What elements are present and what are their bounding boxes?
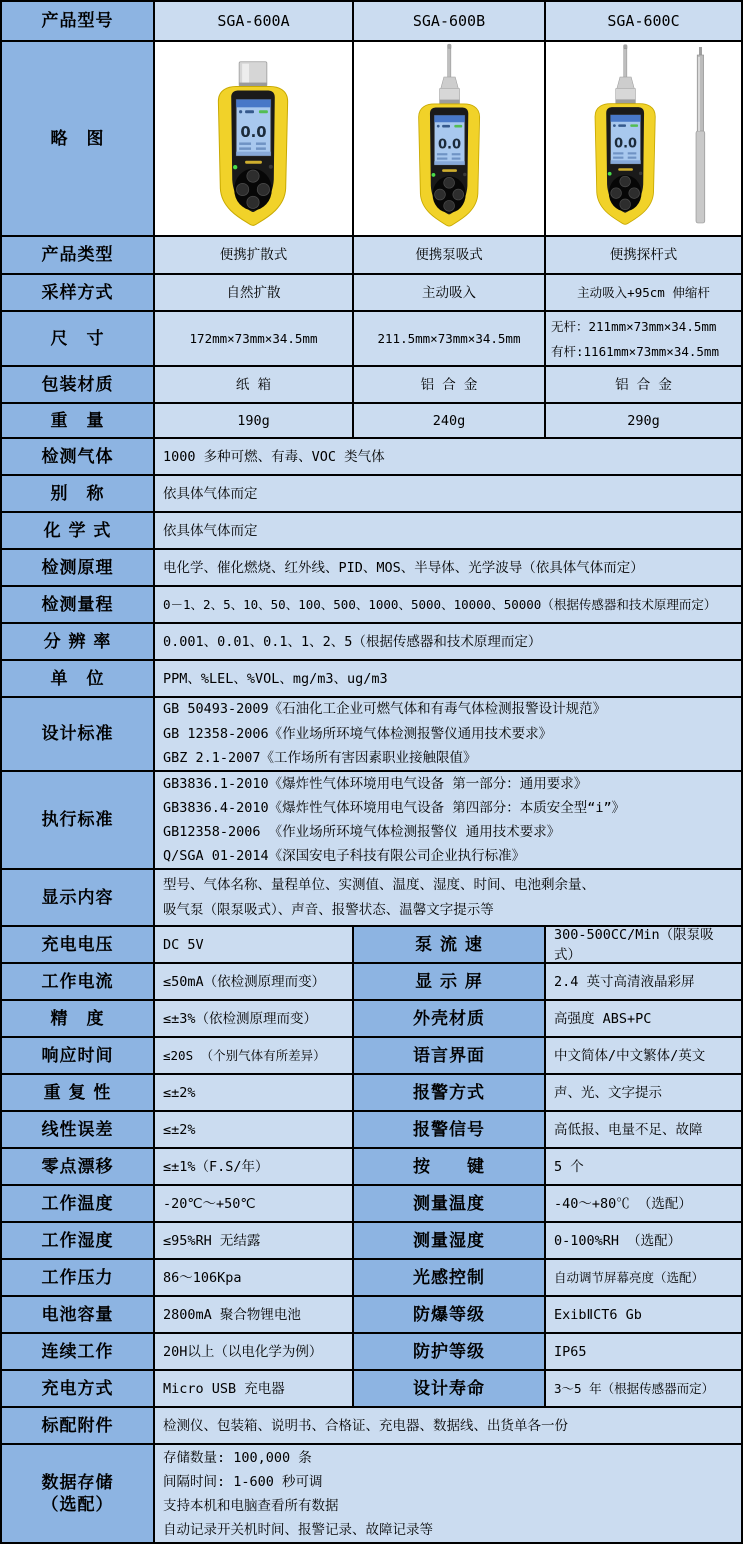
spec-value: ≤±1%（F.S/年）: [155, 1149, 354, 1186]
spec-label: 标配附件: [2, 1408, 155, 1445]
sampling-method-row: [2, 275, 743, 312]
spec-value: 240g: [354, 404, 546, 439]
spec-value: 1000 多种可燃、有毒、VOC 类气体: [155, 439, 743, 476]
spec-label: 显 示 屏: [354, 964, 546, 1001]
storage-line: 支持本机和电脑查看所有数据: [163, 1497, 339, 1514]
spec-label: 化 学 式: [2, 513, 155, 550]
spec-label: 防护等级: [354, 1334, 546, 1371]
spec-label: 测量温度: [354, 1186, 546, 1223]
spec-value: 211.5mm×73mm×34.5mm: [354, 312, 546, 367]
spec-value: 纸 箱: [155, 367, 354, 404]
standard-line: GB3836.1-2010《爆炸性气体环境用电气设备 第一部分：通用要求》: [163, 776, 588, 792]
device-image-sga-600a: [155, 42, 354, 237]
detect-gas-row: [2, 439, 743, 476]
spec-label: 响应时间: [2, 1038, 155, 1075]
spec-value: 190g: [155, 404, 354, 439]
spec-value: 86～106Kpa: [155, 1260, 354, 1297]
storage-label-line: 数据存储: [41, 1472, 114, 1493]
spec-label: 报警方式: [354, 1075, 546, 1112]
execution-standard-row: [2, 772, 743, 870]
spec-pair-row: [2, 1260, 743, 1297]
display-content-row: [2, 870, 743, 927]
spec-label: 按 键: [354, 1149, 546, 1186]
spec-pair-row: [2, 1149, 743, 1186]
detect-principle-row: [2, 550, 743, 587]
standard-line: GBZ 2.1-2007《工作场所有害因素职业接触限值》: [163, 750, 477, 767]
spec-value: -20℃～+50℃: [155, 1186, 354, 1223]
spec-label: 连续工作: [2, 1334, 155, 1371]
detector-body: [419, 104, 480, 226]
standard-line: GB12358-2006 《作业场所环境气体检测报警仪 通用技术要求》: [163, 824, 561, 840]
spec-value: 300-500CC/Min（限泵吸式）: [546, 927, 743, 964]
spec-value: [546, 312, 743, 367]
product-type-row: [2, 237, 743, 275]
spec-label: 设计标准: [2, 698, 155, 772]
model-name-b: SGA-600B: [354, 2, 546, 42]
spec-label: 测量湿度: [354, 1223, 546, 1260]
spec-label: 充电电压: [2, 927, 155, 964]
spec-value: [155, 772, 743, 870]
spec-value: 20H以上（以电化学为例）: [155, 1334, 354, 1371]
spec-label: 尺 寸: [2, 312, 155, 367]
dims-with-rod: 有杆:1161mm×73mm×34.5mm: [551, 343, 719, 359]
sampling-probe: [440, 44, 460, 104]
spec-value: 电化学、催化燃烧、红外线、PID、MOS、半导体、光学波导（依具体气体而定）: [155, 550, 743, 587]
spec-label: 重 量: [2, 404, 155, 439]
spec-label: 防爆等级: [354, 1297, 546, 1334]
spec-label: 泵 流 速: [354, 927, 546, 964]
storage-label-line: （选配）: [41, 1494, 114, 1515]
display-line: 吸气泵（限泵吸式）、声音、报警状态、温馨文字提示等: [163, 901, 494, 918]
dimensions-row: [2, 312, 743, 367]
sketch-row: [2, 42, 743, 237]
storage-line: 间隔时间: 1-600 秒可调: [163, 1473, 323, 1490]
spec-pair-row: [2, 1223, 743, 1260]
spec-label: 线性误差: [2, 1112, 155, 1149]
spec-value: 高低报、电量不足、故障: [546, 1112, 743, 1149]
spec-pair-row: [2, 1297, 743, 1334]
spec-label: 报警信号: [354, 1112, 546, 1149]
spec-value: Micro USB 充电器: [155, 1371, 354, 1408]
spec-label: [2, 1445, 155, 1544]
weight-row: [2, 404, 743, 439]
design-standard-row: [2, 698, 743, 772]
spec-label: 单 位: [2, 661, 155, 698]
spec-label: 工作温度: [2, 1186, 155, 1223]
spec-pair-row: [2, 1371, 743, 1408]
spec-pair-row: [2, 1112, 743, 1149]
spec-value: 0－1、2、5、10、50、100、500、1000、5000、10000、50000（根据传感器和技术原理而定）: [155, 587, 743, 624]
spec-label: 工作电流: [2, 964, 155, 1001]
spec-pair-row: [2, 1334, 743, 1371]
spec-value: 铝 合 金: [354, 367, 546, 404]
standard-line: GB 50493-2009《石油化工企业可燃气体和有毒气体检测报警设计规范》: [163, 701, 607, 718]
spec-value: 便携探杆式: [546, 237, 743, 275]
spec-value: 0.001、0.01、0.1、1、2、5（根据传感器和技术原理而定）: [155, 624, 743, 661]
spec-value: ≤±3%（依检测原理而变）: [155, 1001, 354, 1038]
header-label: 产品型号: [2, 2, 155, 42]
spec-value: IP65: [546, 1334, 743, 1371]
spec-value: ≤95%RH 无结露: [155, 1223, 354, 1260]
dims-without-rod: 无杆：211mm×73mm×34.5mm: [551, 318, 717, 334]
spec-label: 精 度: [2, 1001, 155, 1038]
spec-value: 依具体气体而定: [155, 476, 743, 513]
data-storage-row: [2, 1445, 743, 1544]
spec-value: DC 5V: [155, 927, 354, 964]
spec-label: 显示内容: [2, 870, 155, 927]
spec-value: 0-100%RH （选配）: [546, 1223, 743, 1260]
spec-value: 中文简体/中文繁体/英文: [546, 1038, 743, 1075]
spec-label: 光感控制: [354, 1260, 546, 1297]
spec-value: PPM、%LEL、%VOL、mg/m3、ug/m3: [155, 661, 743, 698]
spec-value: [155, 698, 743, 772]
model-name-c: SGA-600C: [546, 2, 743, 42]
spec-label: 工作湿度: [2, 1223, 155, 1260]
spec-value: 主动吸入: [354, 275, 546, 312]
spec-value: 2.4 英寸高清液晶彩屏: [546, 964, 743, 1001]
chemical-formula-row: [2, 513, 743, 550]
spec-value: 主动吸入+95cm 伸缩杆: [546, 275, 743, 312]
detect-range-row: [2, 587, 743, 624]
header-row: [2, 2, 743, 42]
standard-line: GB3836.4-2010《爆炸性气体环境用电气设备 第四部分：本质安全型“i”》: [163, 800, 626, 816]
spec-label: 包装材质: [2, 367, 155, 404]
spec-pair-row: [2, 927, 743, 964]
spec-value: 290g: [546, 404, 743, 439]
spec-label: 别 称: [2, 476, 155, 513]
device-image-sga-600c: [546, 42, 743, 237]
sketch-label: 略 图: [2, 42, 155, 237]
resolution-row: [2, 624, 743, 661]
spec-value: 自然扩散: [155, 275, 354, 312]
spec-label: 语言界面: [354, 1038, 546, 1075]
spec-value: 检测仪、包装箱、说明书、合格证、充电器、数据线、出货单各一份: [155, 1408, 743, 1445]
spec-value: [155, 1445, 743, 1544]
spec-value: 自动调节屏幕亮度（选配）: [546, 1260, 743, 1297]
spec-label: 产品类型: [2, 237, 155, 275]
spec-value: 便携泵吸式: [354, 237, 546, 275]
spec-value: 3～5 年（根据传感器而定）: [546, 1371, 743, 1408]
detector-body: [218, 87, 287, 226]
spec-label: 工作压力: [2, 1260, 155, 1297]
sampling-probe: [616, 44, 636, 103]
alias-row: [2, 476, 743, 513]
telescopic-rod: [696, 47, 705, 223]
spec-pair-row: [2, 964, 743, 1001]
spec-value: 高强度 ABS+PC: [546, 1001, 743, 1038]
spec-value: 声、光、文字提示: [546, 1075, 743, 1112]
spec-label: 执行标准: [2, 772, 155, 870]
spec-label: 零点漂移: [2, 1149, 155, 1186]
packaging-row: [2, 367, 743, 404]
display-line: 型号、气体名称、量程单位、实测值、温度、湿度、时间、电池剩余量、: [163, 877, 595, 893]
spec-label: 检测气体: [2, 439, 155, 476]
spec-label: 检测量程: [2, 587, 155, 624]
spec-value: 5 个: [546, 1149, 743, 1186]
spec-label: 检测原理: [2, 550, 155, 587]
spec-value: [155, 870, 743, 927]
spec-label: 重 复 性: [2, 1075, 155, 1112]
spec-label: 外壳材质: [354, 1001, 546, 1038]
spec-value: ExibⅡCT6 Gb: [546, 1297, 743, 1334]
spec-value: 便携扩散式: [155, 237, 354, 275]
spec-label: 分 辨 率: [2, 624, 155, 661]
spec-label: 充电方式: [2, 1371, 155, 1408]
spec-value: ≤50mA（依检测原理而变）: [155, 964, 354, 1001]
spec-value: 172mm×73mm×34.5mm: [155, 312, 354, 367]
spec-value: 铝 合 金: [546, 367, 743, 404]
storage-line: 自动记录开关机时间、报警记录、故障记录等: [163, 1521, 433, 1538]
standard-line: Q/SGA 01-2014《深国安电子科技有限公司企业执行标准》: [163, 848, 526, 864]
sensor-cap: [239, 62, 267, 87]
spec-value: -40～+80℃ （选配）: [546, 1186, 743, 1223]
spec-value: ≤±2%: [155, 1112, 354, 1149]
model-name-a: SGA-600A: [155, 2, 354, 42]
standard-line: GB 12358-2006《作业场所环境气体检测报警仪通用技术要求》: [163, 725, 553, 742]
spec-label: 电池容量: [2, 1297, 155, 1334]
spec-label: 采样方式: [2, 275, 155, 312]
spec-value: 2800mA 聚合物锂电池: [155, 1297, 354, 1334]
spec-label: 设计寿命: [354, 1371, 546, 1408]
spec-value: ≤±2%: [155, 1075, 354, 1112]
spec-pair-row: [2, 1038, 743, 1075]
spec-pair-row: [2, 1186, 743, 1223]
detector-body: [595, 104, 655, 225]
spec-pair-row: [2, 1075, 743, 1112]
spec-value: ≤20S （个别气体有所差异）: [155, 1038, 354, 1075]
device-image-sga-600b: [354, 42, 546, 237]
storage-line: 存储数量: 100,000 条: [163, 1449, 312, 1466]
accessories-row: [2, 1408, 743, 1445]
spec-value: 依具体气体而定: [155, 513, 743, 550]
spec-pair-row: [2, 1001, 743, 1038]
unit-row: [2, 661, 743, 698]
